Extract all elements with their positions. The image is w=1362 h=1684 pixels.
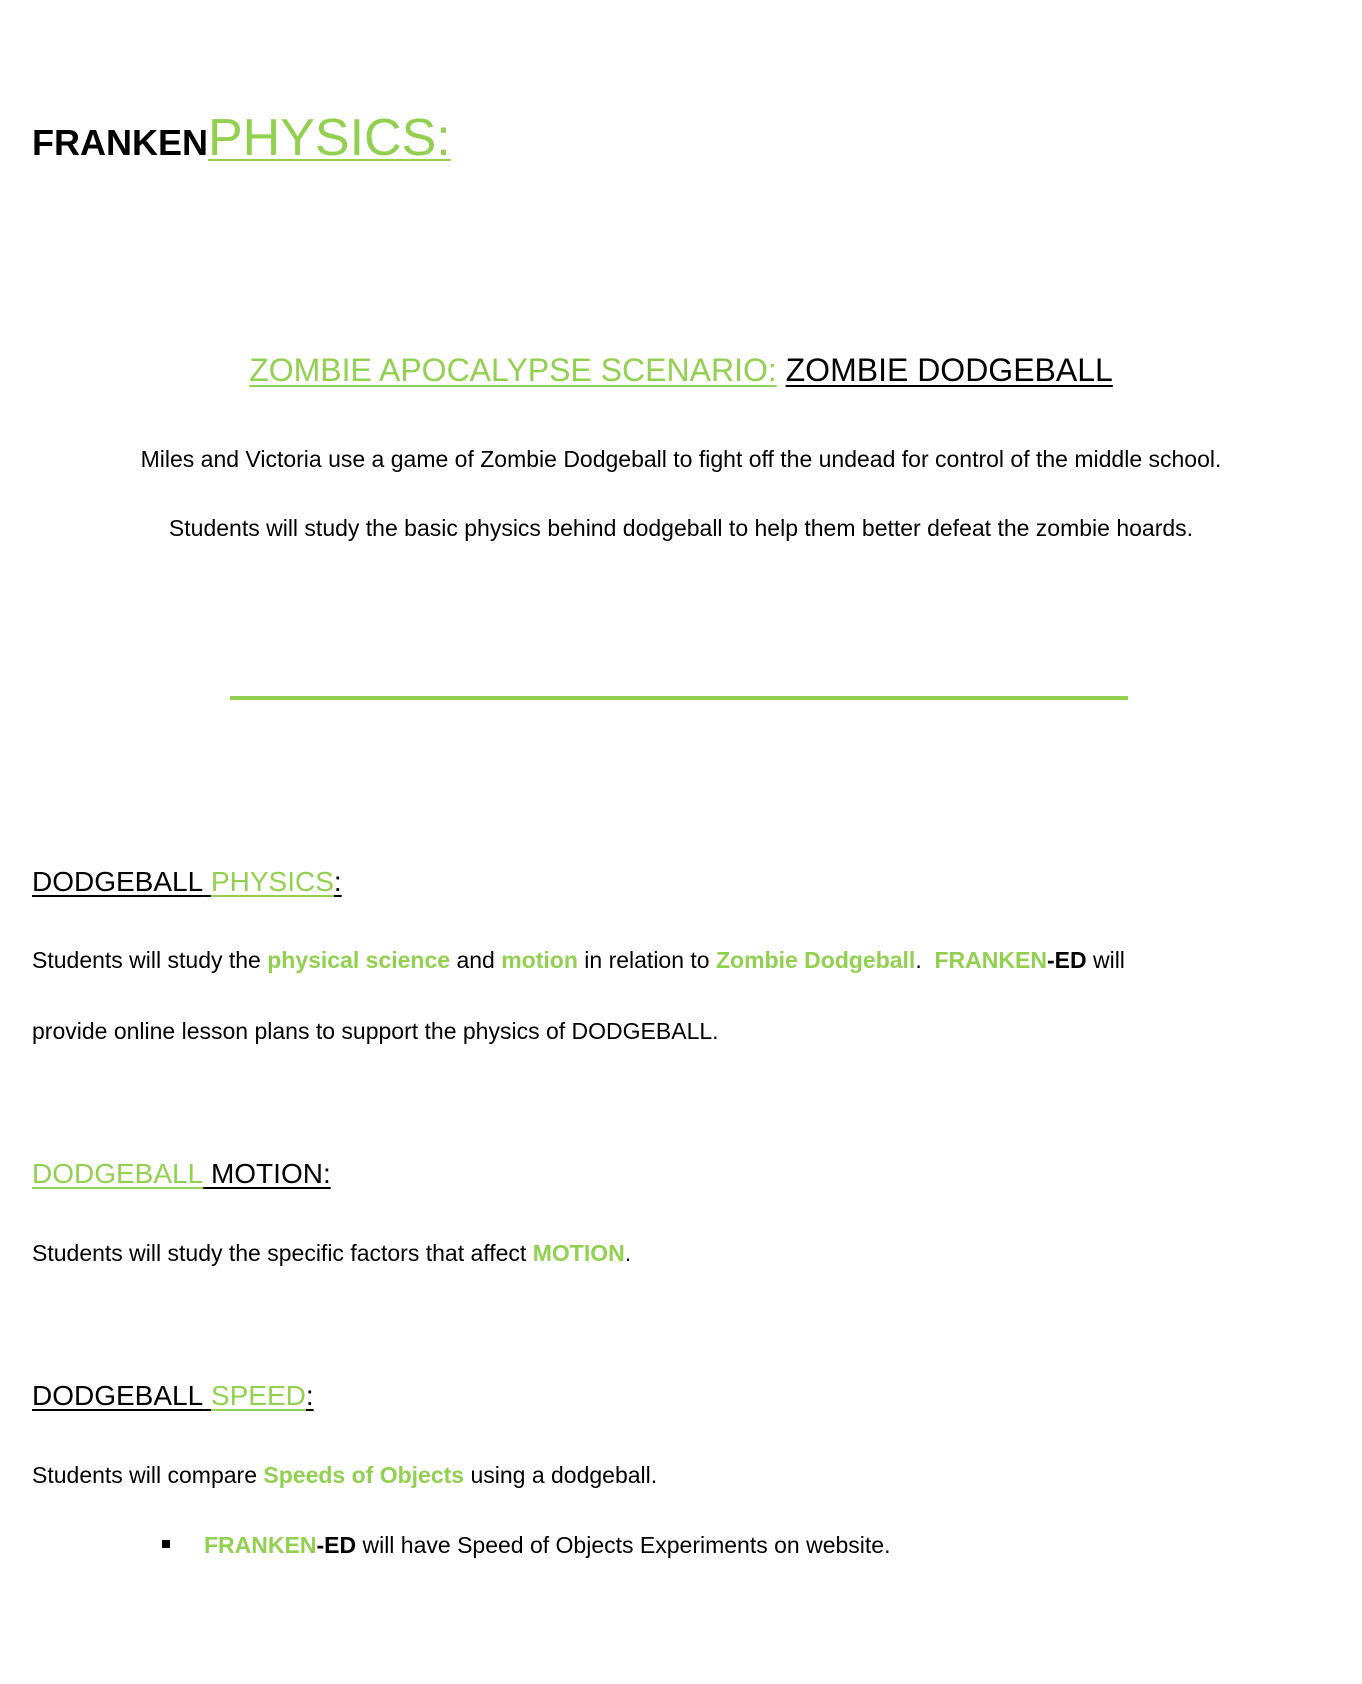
- text-run: will: [1086, 947, 1125, 973]
- text-run: in relation to: [577, 947, 716, 973]
- text-run: using a dodgeball.: [464, 1462, 658, 1488]
- scenario-heading: [0, 352, 1362, 389]
- brand-franken: FRANKEN: [204, 1532, 317, 1558]
- scenario-paragraph-2: Students will study the basic physics behind dodgeball to help them better defeat the zombie hoards.: [168, 515, 1194, 541]
- section-heading-part: DODGEBALL: [32, 1380, 204, 1411]
- scenario-heading-title: ZOMBIE DODGEBALL: [785, 352, 1113, 388]
- section-divider: [230, 696, 1128, 700]
- text-run: Students will study the specific factors that affect: [32, 1240, 533, 1266]
- section-paragraph: provide online lesson plans to support the physics of DODGEBALL.: [32, 1018, 719, 1044]
- section-heading-part: DODGEBALL: [32, 866, 204, 897]
- keyword: physical science: [267, 947, 451, 973]
- section-heading-part: :: [333, 866, 342, 897]
- section-heading-part: :: [305, 1380, 314, 1411]
- keyword: Speeds of Objects: [263, 1462, 465, 1488]
- section-paragraph: [32, 1240, 631, 1267]
- section-heading-part: PHYSICS: [210, 866, 334, 897]
- keyword: motion: [501, 947, 578, 973]
- keyword: MOTION: [532, 1240, 625, 1266]
- bullet-square-icon: [162, 1540, 170, 1548]
- title-physics: PHYSICS:: [208, 109, 451, 167]
- section-heading-speed: [32, 1380, 314, 1412]
- text-run: and: [450, 947, 502, 973]
- text-run: .: [915, 947, 935, 973]
- section-heading-motion: [32, 1158, 331, 1190]
- section-heading-part: SPEED: [210, 1380, 306, 1411]
- keyword: Zombie Dodgeball: [715, 947, 916, 973]
- section-paragraph: [32, 947, 1125, 974]
- section-heading-part: MOTION:: [210, 1158, 331, 1189]
- text-run: Students will study the: [32, 947, 268, 973]
- text-run: .: [624, 1240, 632, 1266]
- scenario-paragraph-1: Miles and Victoria use a game of Zombie Dodgeball to fight off the undead for control of the middle school.: [140, 446, 1222, 472]
- list-item: [162, 1532, 890, 1559]
- section-heading-physics: [32, 866, 342, 898]
- brand-ed: -ED: [316, 1532, 357, 1558]
- title-franken: FRANKEN: [32, 122, 208, 163]
- page-title: [32, 108, 451, 168]
- scenario-heading-label: ZOMBIE APOCALYPSE SCENARIO:: [249, 352, 777, 388]
- text-run: will have Speed of Objects Experiments on website.: [356, 1532, 891, 1558]
- brand-franken: FRANKEN: [934, 947, 1047, 973]
- brand-ed: -ED: [1046, 947, 1087, 973]
- text-run: Students will compare: [32, 1462, 264, 1488]
- section-heading-part: DODGEBALL: [32, 1158, 204, 1189]
- section-paragraph: [32, 1462, 657, 1489]
